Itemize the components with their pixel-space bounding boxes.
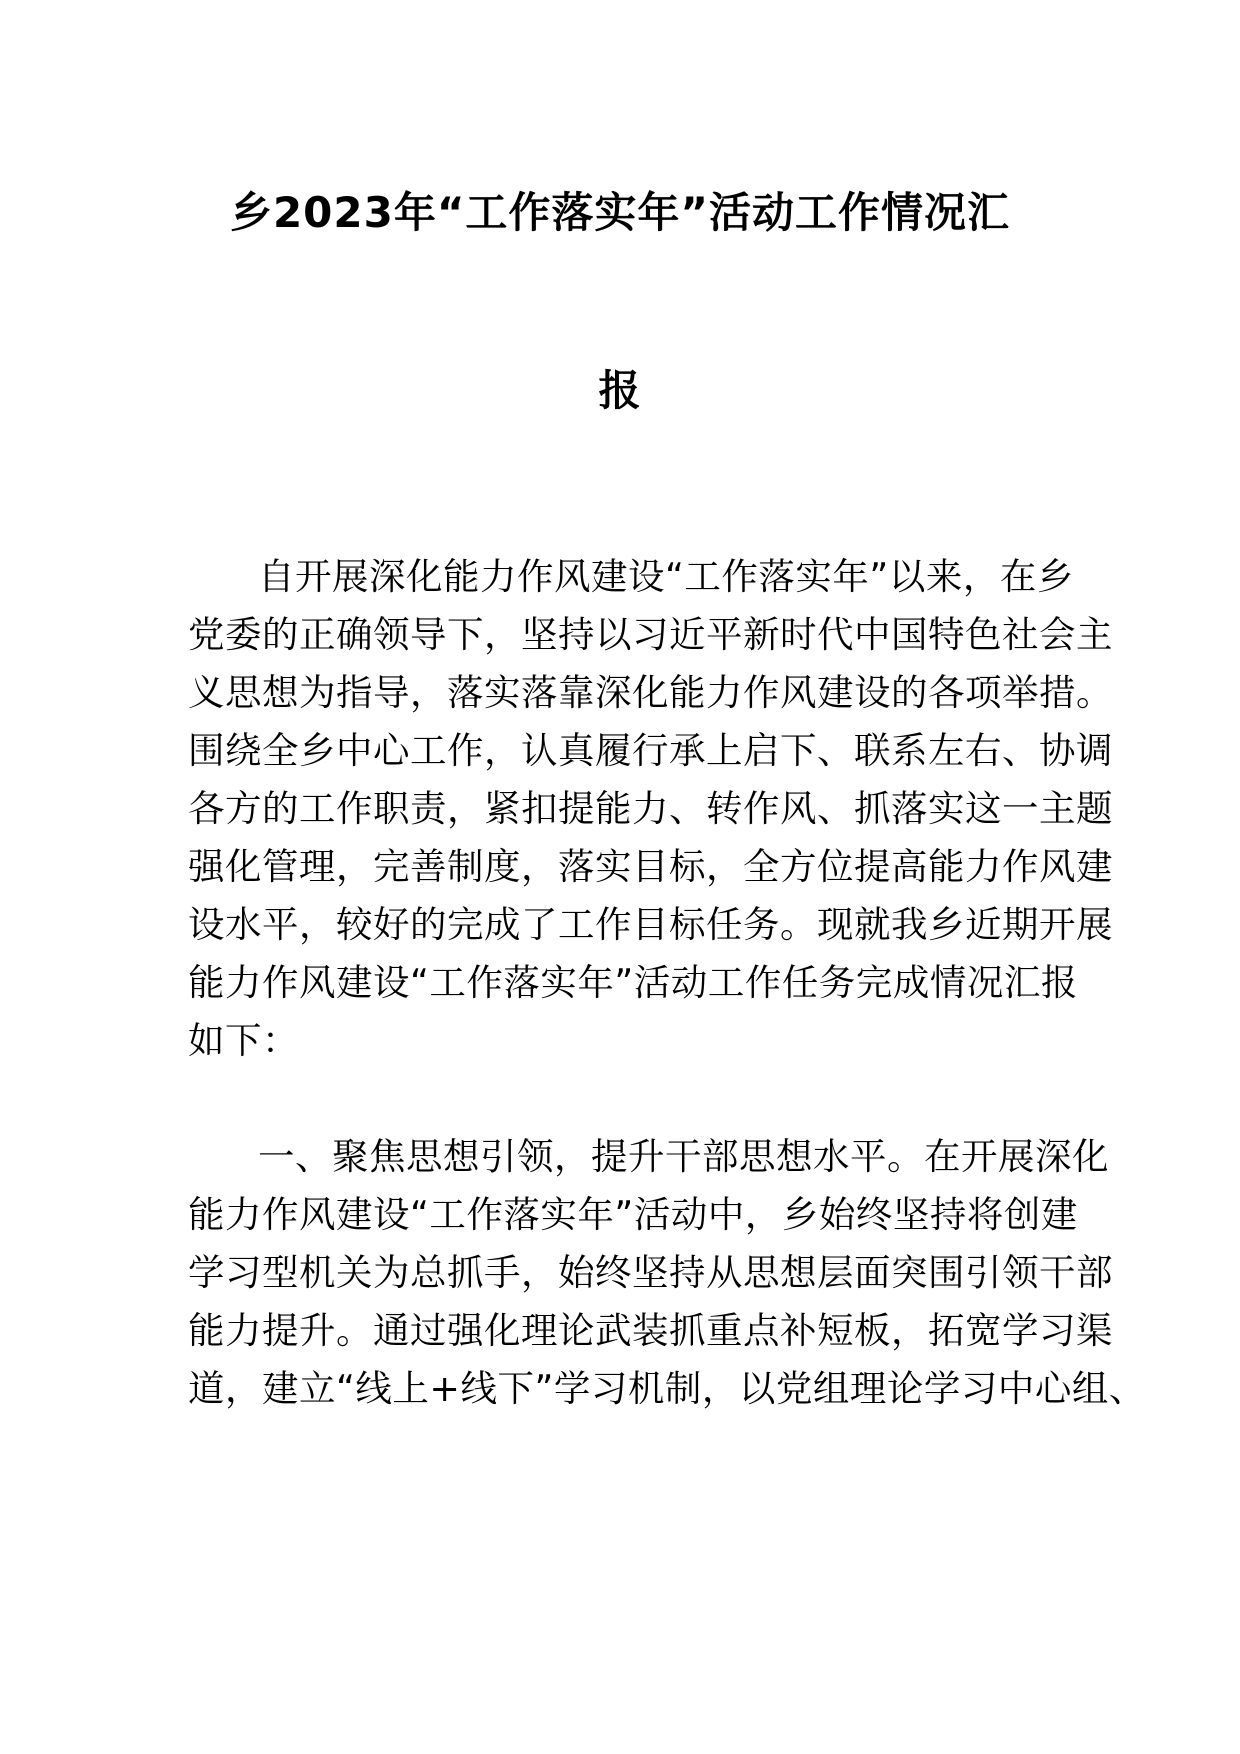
document-title-line-1: 乡2023年“工作落实年”活动工作情况汇: [229, 188, 1011, 237]
paragraph-line: 强化管理，完善制度，落实目标，全方位提高能力作风建: [188, 845, 1113, 888]
paragraph-line: 一、聚焦思想引领，提升干部思想水平。在开展深化: [258, 1135, 1109, 1178]
paragraph-line: 设水平，较好的完成了工作目标任务。现就我乡近期开展: [188, 903, 1113, 946]
paragraph-line: 学习型机关为总抓手，始终坚持从思想层面突围引领干部: [188, 1251, 1113, 1294]
paragraph-line: 能力提升。通过强化理论武装抓重点补短板，拓宽学习渠: [188, 1309, 1113, 1352]
paragraph-line: 自开展深化能力作风建设“工作落实年”以来，在乡: [258, 555, 1074, 598]
paragraph-line: 能力作风建设“工作落实年”活动中，乡始终坚持将创建: [188, 1193, 1078, 1236]
document-title-line-2: 报: [598, 366, 642, 415]
paragraph-line: 各方的工作职责，紧扣提能力、转作风、抓落实这一主题: [188, 787, 1113, 830]
paragraph-line: 围绕全乡中心工作，认真履行承上启下、联系左右、协调: [188, 729, 1113, 772]
paragraph-line: 道，建立“线上+线下”学习机制，以党组理论学习中心组、: [188, 1367, 1146, 1410]
paragraph-line: 党委的正确领导下，坚持以习近平新时代中国特色社会主: [188, 613, 1113, 656]
paragraph-line: 能力作风建设“工作落实年”活动工作任务完成情况汇报: [188, 961, 1078, 1004]
paragraph-line: 如下：: [188, 1019, 299, 1062]
paragraph-line: 义思想为指导，落实落靠深化能力作风建设的各项举措。: [188, 671, 1113, 714]
